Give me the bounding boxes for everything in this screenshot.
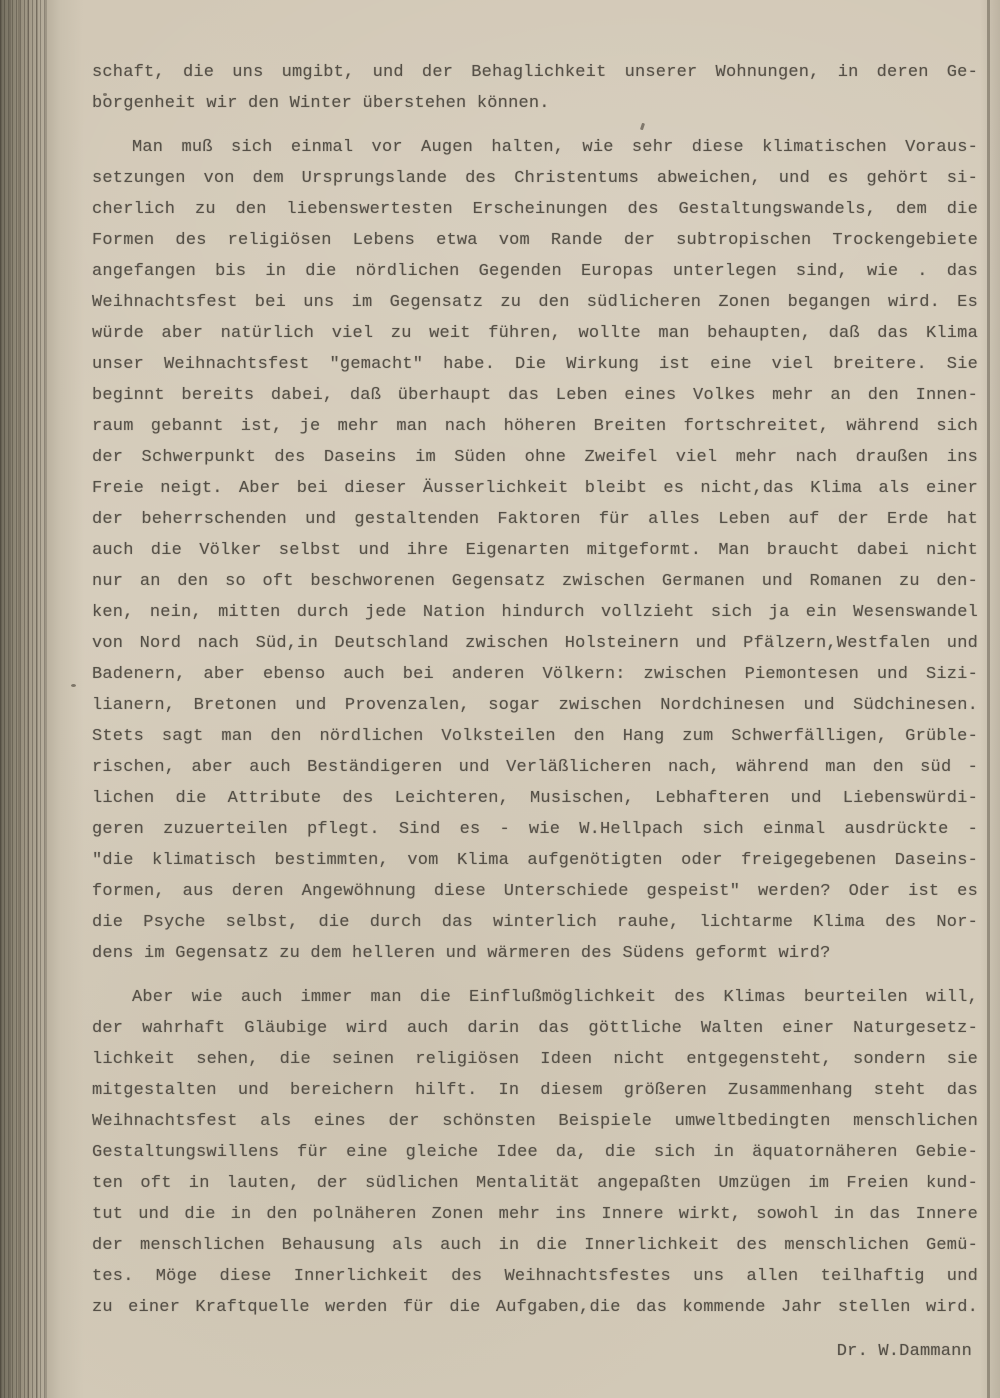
- text-line: Stets sagt man den nördlichen Volksteilen den Hang zum Schwerfälligen, Grüble-: [92, 727, 978, 746]
- text-line: angefangen bis in die nördlichen Gegenden Europas unterlegen sind, wie . das: [92, 262, 978, 281]
- binding-edge: [0, 0, 84, 1398]
- text-line: nur an den so oft beschworenen Gegensatz zwischen Germanen und Romanen zu den-: [92, 572, 978, 591]
- text-line: ten oft in lauten, der südlichen Mentalität angepaßten Umzügen im Freien kund-: [92, 1174, 978, 1193]
- text-line: dens im Gegensatz zu dem helleren und wärmeren des Südens geformt wird?: [92, 944, 831, 963]
- text-line: die Psyche selbst, die durch das winterlich rauhe, lichtarme Klima des Nor-: [92, 913, 978, 932]
- text-line: der beherrschenden und gestaltenden Faktoren für alles Leben auf der Erde hat: [92, 510, 978, 529]
- document-body: [92, 57, 978, 1367]
- text-line: formen, aus deren Angewöhnung diese Unterschiede gespeist" werden? Oder ist es: [92, 882, 978, 901]
- text-line: Weihnachtsfest als eines der schönsten Beispiele umweltbedingten menschlichen: [92, 1112, 978, 1131]
- page-fold-line: [987, 0, 990, 1398]
- text-line: ken, nein, mitten durch jede Nation hindurch vollzieht sich ja ein Wesenswandel: [92, 603, 978, 622]
- text-line: zu einer Kraftquelle werden für die Aufgaben,die das kommende Jahr stellen wird.: [92, 1298, 978, 1317]
- text-line: cherlich zu den liebenswertesten Erscheinungen des Gestaltungswandels, dem die: [92, 200, 978, 219]
- text-line: von Nord nach Süd,in Deutschland zwischen Holsteinern und Pfälzern,Westfalen und: [92, 634, 978, 653]
- text-line: der wahrhaft Gläubige wird auch darin das göttliche Walten einer Naturgesetz-: [92, 1019, 978, 1038]
- text-line: Weihnachtsfest bei uns im Gegensatz zu den südlicheren Zonen begangen wird. Es: [92, 293, 978, 312]
- text-line: beginnt bereits dabei, daß überhaupt das Leben eines Volkes mehr an den Innen-: [92, 386, 978, 405]
- paragraph: [92, 57, 978, 119]
- text-line: raum gebannt ist, je mehr man nach höheren Breiten fortschreitet, während sich: [92, 417, 978, 436]
- text-line: Gestaltungswillens für eine gleiche Idee da, die sich in äquatornäheren Gebie-: [92, 1143, 978, 1162]
- text-line: Man muß sich einmal vor Augen halten, wie sehr diese klimatischen Voraus-: [132, 138, 978, 157]
- ink-speck: [71, 684, 76, 687]
- text-line: lichen die Attribute des Leichteren, Musischen, Lebhafteren und Liebenswürdi-: [92, 789, 978, 808]
- paragraph: [92, 982, 978, 1323]
- page-edge-right: [980, 0, 1000, 1398]
- text-line: borgenheit wir den Winter überstehen können.: [92, 94, 550, 113]
- text-line: mitgestalten und bereichern hilft. In diesem größeren Zusammenhang steht das: [92, 1081, 978, 1100]
- text-line: geren zuzuerteilen pflegt. Sind es - wie W.Hellpach sich einmal ausdrückte -: [92, 820, 978, 839]
- paragraph: [92, 132, 978, 969]
- text-line: der menschlichen Behausung als auch in die Innerlichkeit des menschlichen Gemü-: [92, 1236, 978, 1255]
- text-line: tes. Möge diese Innerlichkeit des Weihnachtsfestes uns allen teilhaftig und: [92, 1267, 978, 1286]
- text-line: Aber wie auch immer man die Einflußmöglichkeit des Klimas beurteilen will,: [132, 988, 978, 1007]
- text-line: der Schwerpunkt des Daseins im Süden ohne Zweifel viel mehr nach draußen ins: [92, 448, 978, 467]
- text-line: tut und die in den polnäheren Zonen mehr ins Innere wirkt, sowohl in das Innere: [92, 1205, 978, 1224]
- text-line: lianern, Bretonen und Provenzalen, sogar zwischen Nordchinesen und Südchinesen.: [92, 696, 978, 715]
- text-line: würde aber natürlich viel zu weit führen, wollte man behaupten, daß das Klima: [92, 324, 978, 343]
- text-line: unser Weihnachtsfest "gemacht" habe. Die Wirkung ist eine viel breitere. Sie: [92, 355, 978, 374]
- text-line: schaft, die uns umgibt, und der Behaglichkeit unserer Wohnungen, in deren Ge-: [92, 63, 978, 82]
- text-line: lichkeit sehen, die seinen religiösen Ideen nicht entgegensteht, sondern sie: [92, 1050, 978, 1069]
- text-line: setzungen von dem Ursprungslande des Christentums abweichen, und es gehört si-: [92, 169, 978, 188]
- text-line: Freie neigt. Aber bei dieser Äusserlichkeit bleibt es nicht,das Klima als einer: [92, 479, 978, 498]
- text-line: Badenern, aber ebenso auch bei anderen Völkern: zwischen Piemontesen und Sizi-: [92, 665, 978, 684]
- text-line: Formen des religiösen Lebens etwa vom Rande der subtropischen Trockengebiete: [92, 231, 978, 250]
- text-line: auch die Völker selbst und ihre Eigenarten mitgeformt. Man braucht dabei nicht: [92, 541, 978, 560]
- signature: Dr. W.Dammann: [836, 1342, 972, 1361]
- text-line: "die klimatisch bestimmten, vom Klima aufgenötigten oder freigegebenen Daseins-: [92, 851, 978, 870]
- text-line: rischen, aber auch Beständigeren und Verläßlicheren nach, während man den süd -: [92, 758, 978, 777]
- binding-crease-lines: [0, 0, 48, 1398]
